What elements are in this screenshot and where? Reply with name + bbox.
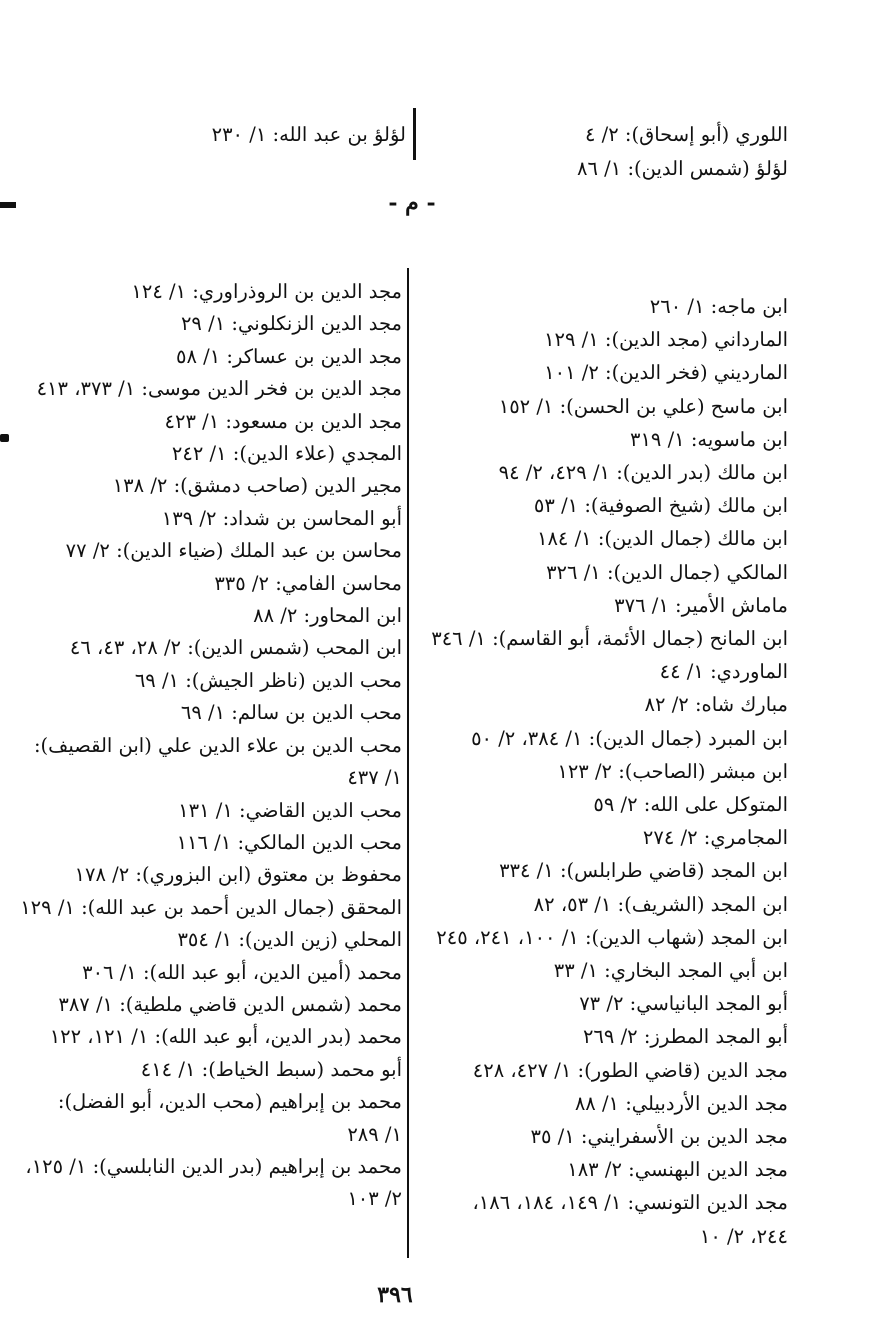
index-entry: المارديني (فخر الدين): ٢/ ١٠١: [544, 361, 788, 385]
index-entry: اللوري (أبو إسحاق): ٢/ ٤: [584, 123, 788, 146]
index-entry: مجد الدين بن فخر الدين موسى: ١/ ٣٧٣، ٤١٣: [36, 377, 402, 401]
index-entry: محاسن بن عبد الملك (ضياء الدين): ٢/ ٧٧: [65, 539, 402, 563]
index-entry: أبو المحاسن بن شداد: ٢/ ١٣٩: [161, 506, 402, 530]
index-entry: محمد (شمس الدين قاضي ملطية): ١/ ٣٨٧: [58, 992, 402, 1016]
index-entry: المحلي (زين الدين): ١/ ٣٥٤: [177, 928, 402, 952]
index-entry: محب الدين المالكي: ١/ ١١٦: [176, 830, 402, 854]
index-entry: محمد بن إبراهيم (محب الدين، أبو الفضل):: [57, 1090, 402, 1114]
scan-edge-mark: [0, 202, 16, 208]
index-entry: ابن ماجه: ١/ ٢٦٠: [649, 295, 788, 318]
index-entry: ابن أبي المجد البخاري: ١/ ٣٣: [553, 959, 788, 983]
index-entry: ابن ماسح (علي بن الحسن): ١/ ١٥٢: [498, 394, 788, 418]
index-entry: أبو المجد البانياسي: ٢/ ٧٣: [579, 992, 788, 1016]
index-entry: ابن ماسويه: ١/ ٣١٩: [629, 427, 788, 451]
index-entry: محفوظ بن معتوق (ابن البزوري): ٢/ ١٧٨: [74, 863, 402, 887]
index-entry: المارداني (مجد الدين): ١/ ١٢٩: [544, 328, 788, 352]
section-letter-heading: - م -: [388, 190, 436, 216]
index-entry: مجد الدين (قاضي الطور): ١/ ٤٢٧، ٤٢٨: [472, 1058, 788, 1082]
index-entry: مجد الدين بن الروذراوري: ١/ ١٢٤: [131, 280, 402, 303]
index-entry: محاسن الفامي: ٢/ ٣٣٥: [214, 571, 402, 595]
index-entry: ابن المجد (الشريف): ١/ ٥٣، ٨٢: [533, 892, 788, 916]
index-entry: ٢٤٤، ٢/ ١٠: [699, 1224, 788, 1248]
index-entry: مجد الدين بن عساكر: ١/ ٥٨: [175, 344, 402, 368]
right-index-column: [418, 290, 788, 1253]
index-entry: مجد الدين البهنسي: ٢/ ١٨٣: [567, 1158, 788, 1182]
left-index-column: [14, 276, 402, 1216]
index-entry: محب الدين بن سالم: ١/ ٦٩: [180, 701, 402, 725]
index-entry: مجد الدين بن مسعود: ١/ ٤٢٣: [164, 409, 402, 433]
index-entry: مجد الدين الأردبيلي: ١/ ٨٨: [574, 1091, 788, 1115]
index-entry: ابن المبرد (جمال الدين): ١/ ٣٨٤، ٢/ ٥٠: [471, 726, 788, 750]
index-entry: ابن مالك (بدر الدين): ١/ ٤٢٩، ٢/ ٩٤: [498, 461, 788, 485]
index-entry: مجد الدين الزنكلوني: ١/ ٢٩: [180, 312, 402, 336]
index-entry: أبو محمد (سبط الخياط): ١/ ٤١٤: [140, 1057, 402, 1081]
index-entry: ماماش الأمير: ١/ ٣٧٦: [614, 593, 788, 617]
index-entry: محب الدين (ناظر الجيش): ١/ ٦٩: [134, 668, 402, 692]
index-entry: محب الدين القاضي: ١/ ١٣١: [178, 798, 402, 822]
index-entry: المالكي (جمال الدين): ١/ ٣٢٦: [546, 560, 788, 584]
index-entry: مبارك شاه: ٢/ ٨٢: [644, 693, 788, 717]
column-divider-top: [413, 108, 416, 160]
index-entry: مجد الدين بن الأسفرايني: ١/ ٣٥: [530, 1125, 788, 1149]
index-entry: لؤلؤ بن عبد الله: ١/ ٢٣٠: [211, 123, 406, 146]
index-entry: المجامري: ٢/ ٢٧٤: [642, 826, 788, 850]
index-entry: مجد الدين التونسي: ١/ ١٤٩، ١٨٤، ١٨٦،: [472, 1191, 788, 1215]
index-entry: محمد (أمين الدين، أبو عبد الله): ١/ ٣٠٦: [82, 960, 402, 984]
index-entry: ابن المجد (شهاب الدين): ١/ ١٠٠، ٢٤١، ٢٤٥: [436, 925, 788, 949]
index-entry: المحقق (جمال الدين أحمد بن عبد الله): ١/ ١٢٩: [20, 895, 402, 919]
index-entry: ابن مالك (شيخ الصوفية): ١/ ٥٣: [533, 494, 788, 518]
column-divider: [407, 268, 409, 1258]
index-entry: محمد (بدر الدين، أبو عبد الله): ١/ ١٢١، ١٢٢: [49, 1025, 402, 1049]
index-entry: أبو المجد المطرز: ٢/ ٢٦٩: [582, 1025, 788, 1049]
index-entry: المتوكل على الله: ٢/ ٥٩: [593, 793, 788, 817]
index-entry: ١/ ٢٨٩: [347, 1122, 402, 1146]
index-entry: ابن المحاور: ٢/ ٨٨: [253, 604, 402, 628]
page-number: ٣٩٦: [377, 1282, 413, 1308]
top-left-entries: [120, 118, 406, 151]
index-entry: لؤلؤ (شمس الدين): ١/ ٨٦: [577, 157, 788, 180]
index-entry: ابن المانح (جمال الأئمة، أبو القاسم): ١/ ٣٤٦: [431, 627, 788, 651]
index-entry: محب الدين بن علاء الدين علي (ابن القصيف):: [33, 733, 402, 757]
index-entry: ابن المحب (شمس الدين): ٢/ ٢٨، ٤٣، ٤٦: [69, 636, 402, 660]
scan-edge-mark: [0, 434, 9, 442]
index-entry: ١/ ٤٣٧: [347, 766, 402, 790]
index-entry: المجدي (علاء الدين): ١/ ٢٤٢: [171, 442, 402, 466]
index-entry: الماوردي: ١/ ٤٤: [659, 660, 788, 684]
index-entry: ابن المجد (قاضي طرابلس): ١/ ٣٣٤: [499, 859, 788, 883]
index-entry: ٢/ ١٠٣: [347, 1187, 402, 1211]
index-entry: ابن مالك (جمال الدين): ١/ ١٨٤: [536, 527, 788, 551]
index-entry: محمد بن إبراهيم (بدر الدين النابلسي): ١/ ١٢٥،: [25, 1154, 402, 1178]
index-entry: ابن مبشر (الصاحب): ٢/ ١٢٣: [557, 759, 788, 783]
top-right-entries: [420, 118, 788, 186]
index-entry: مجير الدين (صاحب دمشق): ٢/ ١٣٨: [112, 474, 402, 498]
